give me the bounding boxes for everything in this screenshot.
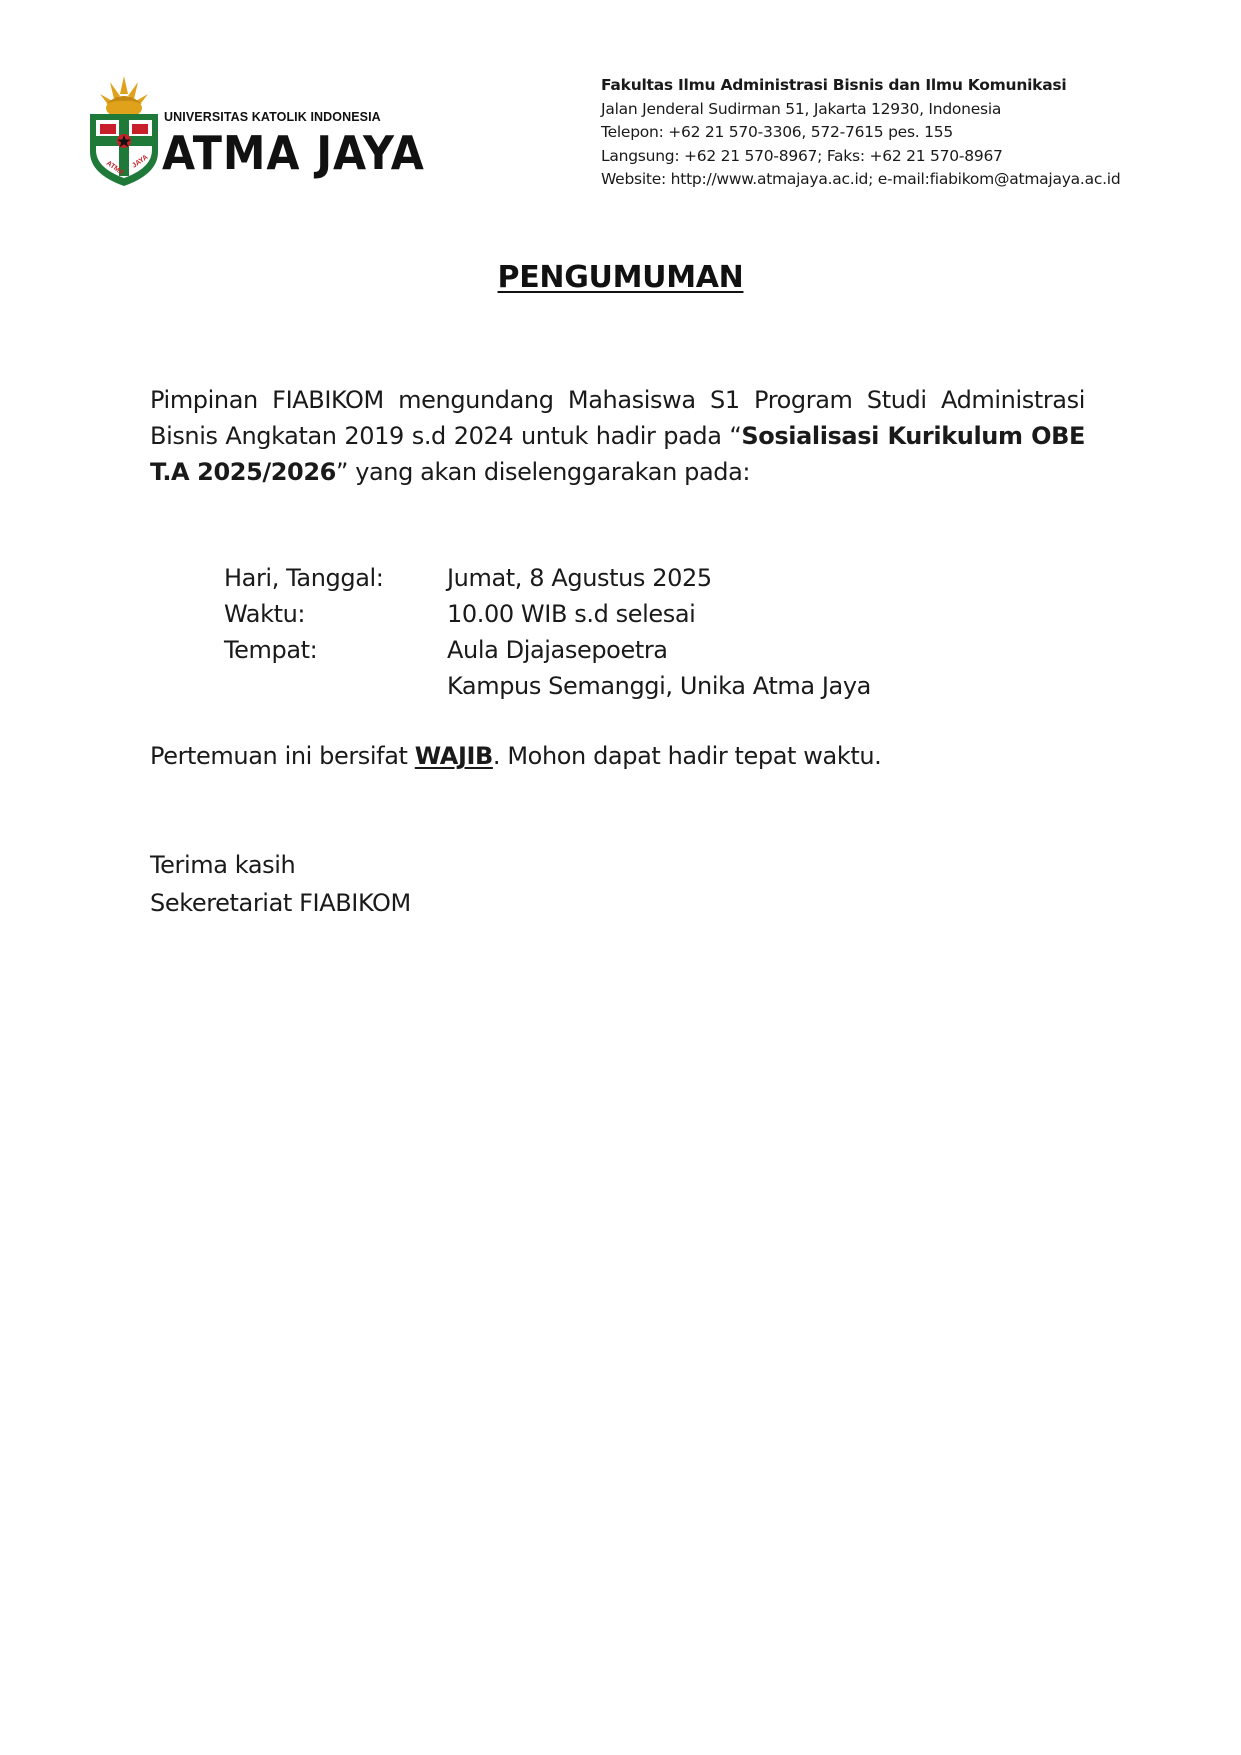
event-details (224, 560, 871, 704)
detail-label: Tempat: (224, 636, 318, 664)
page-title: PENGUMUMAN (497, 260, 744, 295)
detail-label: Hari, Tanggal: (224, 564, 384, 592)
logo-ribbon-right: JAYA (131, 153, 150, 170)
event-name: Sosialisasi Kurikulum OBE T.A 2025/2026 (150, 422, 1085, 486)
detail-row-date (224, 560, 871, 596)
notice-text-end: . Mohon dapat hadir tepat waktu. (492, 742, 882, 770)
closing-thanks: Terima kasih (150, 851, 296, 879)
detail-row-place-cont (224, 668, 871, 704)
mandatory-emphasis: WAJIB (414, 742, 493, 770)
detail-row-time (224, 596, 871, 632)
letterhead-address (601, 74, 1120, 192)
closing-signature: Sekeretariat FIABIKOM (150, 889, 411, 917)
intro-paragraph (150, 382, 1085, 490)
university-subtitle: UNIVERSITAS KATOLIK INDONESIA (164, 110, 381, 124)
detail-value: Jumat, 8 Agustus 2025 (447, 564, 712, 592)
detail-value: Kampus Semanggi, Unika Atma Jaya (447, 672, 871, 700)
intro-text-start: Pimpinan FIABIKOM mengundang Mahasiswa S1 Program Studi Administrasi Bisnis Angkatan 2019 s.d 2024 untuk hadir pada “ (150, 386, 1085, 450)
university-logo (84, 74, 425, 192)
notice-text-start: Pertemuan ini bersifat (150, 742, 415, 770)
closing-block (150, 846, 411, 922)
detail-label (224, 668, 447, 704)
university-name: ATMA JAYA (162, 126, 425, 180)
direct-fax-line: Langsung: +62 21 570-8967; Faks: +62 21 570-8967 (601, 146, 1003, 165)
intro-text-end: ” yang akan diselenggarakan pada: (335, 458, 751, 486)
detail-label: Waktu: (224, 600, 306, 628)
faculty-name: Fakultas Ilmu Administrasi Bisnis dan Ilmu Komunikasi (601, 76, 1067, 94)
detail-value: 10.00 WIB s.d selesai (447, 600, 696, 628)
mandatory-notice (150, 738, 881, 774)
atma-jaya-emblem-icon (84, 74, 164, 188)
detail-row-place (224, 632, 871, 668)
street-address: Jalan Jenderal Sudirman 51, Jakarta 12930, Indonesia (601, 99, 1002, 118)
logo-ribbon-left: ATMA (104, 159, 126, 177)
detail-value: Aula Djajasepoetra (447, 636, 668, 664)
website-email-line: Website: http://www.atmajaya.ac.id; e-mail:fiabikom@atmajaya.ac.id (601, 170, 1121, 188)
phone-line: Telepon: +62 21 570-3306, 572-7615 pes. 155 (601, 123, 953, 141)
